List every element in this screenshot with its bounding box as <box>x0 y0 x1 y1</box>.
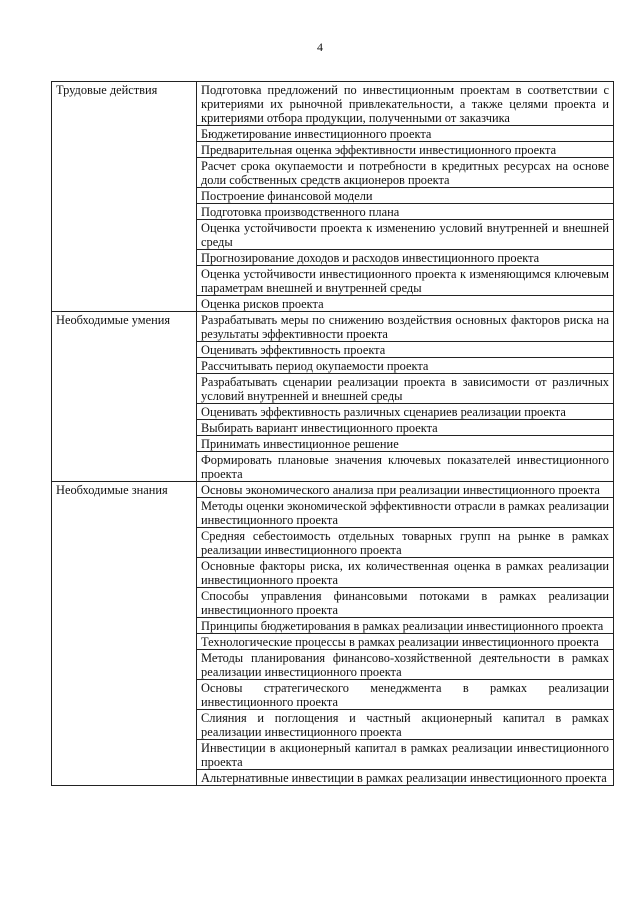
table-row <box>52 482 614 498</box>
section-label-required-skills: Необходимые умения <box>52 312 197 482</box>
section-item: Способы управления финансовыми потоками в рамках реализации инвестиционного проекта <box>197 588 614 618</box>
requirements-table-body <box>52 82 614 786</box>
section-item: Разрабатывать сценарии реализации проекта в зависимости от различных условий внутренней и внешней среды <box>197 374 614 404</box>
section-item: Основы экономического анализа при реализации инвестиционного проекта <box>197 482 614 498</box>
section-item: Инвестиции в акционерный капитал в рамках реализации инвестиционного проекта <box>197 740 614 770</box>
section-item: Принимать инвестиционное решение <box>197 436 614 452</box>
section-item: Подготовка предложений по инвестиционным проектам в соответствии с критериями их рыночной привлекательности, а также целями проекта и критериями отбора продукции, полученными от заказчика <box>197 82 614 126</box>
section-item: Оценка устойчивости проекта к изменению условий внутренней и внешней среды <box>197 220 614 250</box>
page-number: 4 <box>317 40 323 54</box>
section-item: Бюджетирование инвестиционного проекта <box>197 126 614 142</box>
section-item: Методы планирования финансово-хозяйственной деятельности в рамках реализации инвестиционного проекта <box>197 650 614 680</box>
section-item: Предварительная оценка эффективности инвестиционного проекта <box>197 142 614 158</box>
section-item: Подготовка производственного плана <box>197 204 614 220</box>
section-item: Оценка устойчивости инвестиционного проекта к изменяющимся ключевым параметрам внешней и внутренней среды <box>197 266 614 296</box>
section-label-labor-actions: Трудовые действия <box>52 82 197 312</box>
section-item: Оценка рисков проекта <box>197 296 614 312</box>
section-label-required-knowledge: Необходимые знания <box>52 482 197 786</box>
section-item: Рассчитывать период окупаемости проекта <box>197 358 614 374</box>
section-item: Оценивать эффективность проекта <box>197 342 614 358</box>
section-item: Принципы бюджетирования в рамках реализации инвестиционного проекта <box>197 618 614 634</box>
requirements-table <box>51 81 614 786</box>
section-item: Технологические процессы в рамках реализации инвестиционного проекта <box>197 634 614 650</box>
section-item: Прогнозирование доходов и расходов инвестиционного проекта <box>197 250 614 266</box>
section-item: Слияния и поглощения и частный акционерный капитал в рамках реализации инвестиционного проекта <box>197 710 614 740</box>
section-item: Формировать плановые значения ключевых показателей инвестиционного проекта <box>197 452 614 482</box>
section-item: Основные факторы риска, их количественная оценка в рамках реализации инвестиционного проекта <box>197 558 614 588</box>
section-item: Оценивать эффективность различных сценариев реализации проекта <box>197 404 614 420</box>
table-row <box>52 82 614 126</box>
section-item: Расчет срока окупаемости и потребности в кредитных ресурсах на основе доли собственных средств акционеров проекта <box>197 158 614 188</box>
section-item: Методы оценки экономической эффективности отрасли в рамках реализации инвестиционного проекта <box>197 498 614 528</box>
section-item: Построение финансовой модели <box>197 188 614 204</box>
table-row <box>52 312 614 342</box>
section-item: Средняя себестоимость отдельных товарных групп на рынке в рамках реализации инвестиционного проекта <box>197 528 614 558</box>
section-item: Разрабатывать меры по снижению воздействия основных факторов риска на результаты эффективности проекта <box>197 312 614 342</box>
section-item: Выбирать вариант инвестиционного проекта <box>197 420 614 436</box>
section-item: Основы стратегического менеджмента в рамках реализации инвестиционного проекта <box>197 680 614 710</box>
section-item: Альтернативные инвестиции в рамках реализации инвестиционного проекта <box>197 770 614 786</box>
